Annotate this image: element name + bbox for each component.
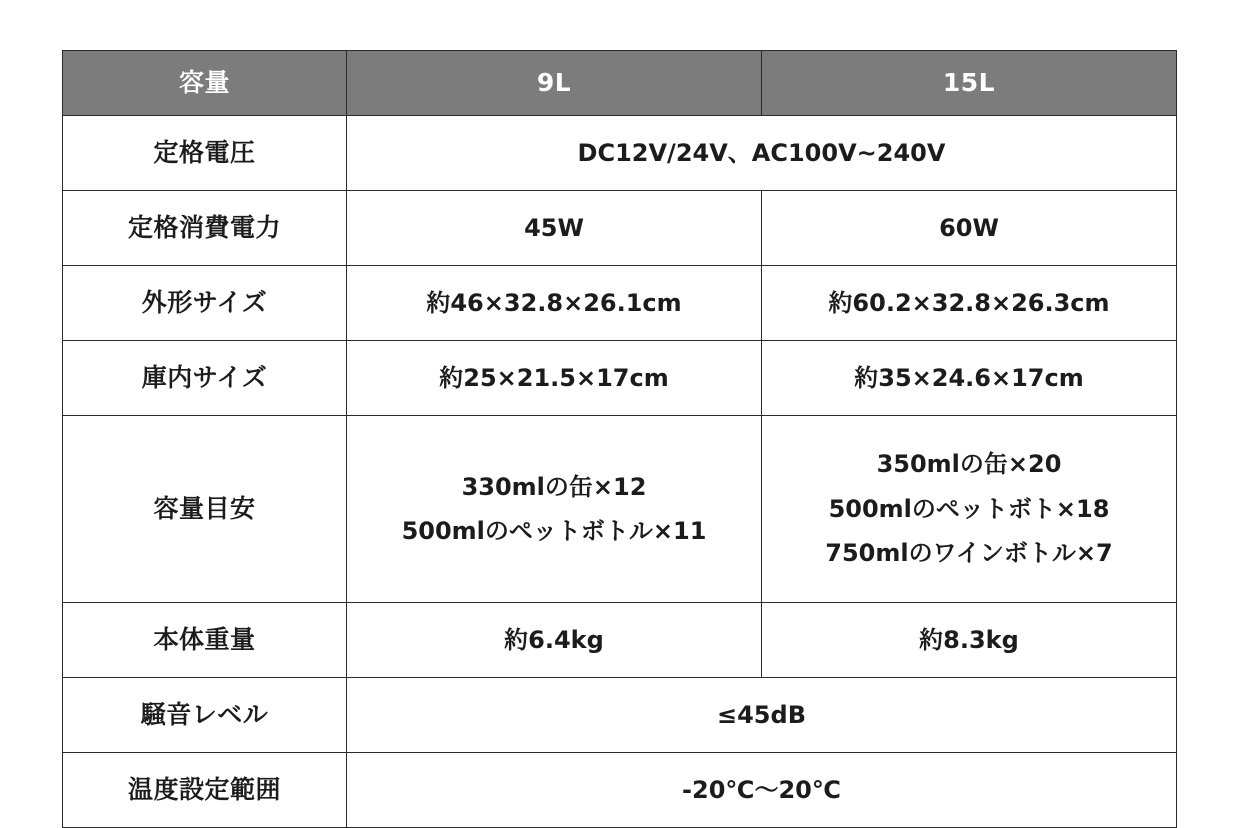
row-value-noise-level: ≤45dB bbox=[347, 678, 1177, 753]
row-label-inner-size: 庫内サイズ bbox=[63, 341, 347, 416]
row-label-outer-size: 外形サイズ bbox=[63, 266, 347, 341]
table-row bbox=[63, 116, 1177, 191]
table-row bbox=[63, 341, 1177, 416]
table-header-row bbox=[63, 51, 1177, 116]
table-header bbox=[63, 51, 1177, 116]
row-value-capacity-guide-9l bbox=[347, 416, 762, 603]
table-row bbox=[63, 416, 1177, 603]
row-value-rated-voltage: DC12V/24V、AC100V~240V bbox=[347, 116, 1177, 191]
table-row bbox=[63, 266, 1177, 341]
row-label-weight: 本体重量 bbox=[63, 603, 347, 678]
row-value-weight-9l: 約6.4kg bbox=[347, 603, 762, 678]
row-label-capacity-guide: 容量目安 bbox=[63, 416, 347, 603]
specifications-table bbox=[62, 50, 1177, 828]
row-value-outer-size-9l: 約46×32.8×26.1cm bbox=[347, 266, 762, 341]
row-label-temperature-range: 温度設定範囲 bbox=[63, 753, 347, 828]
capacity-guide-9l-line-1: 330mlの缶×12 bbox=[461, 472, 647, 501]
table-row bbox=[63, 753, 1177, 828]
row-label-rated-voltage: 定格電圧 bbox=[63, 116, 347, 191]
capacity-guide-9l-line-2: 500mlのペットボトル×11 bbox=[401, 517, 707, 545]
column-header-9l: 9L bbox=[347, 51, 762, 116]
table-row bbox=[63, 603, 1177, 678]
capacity-guide-15l-line-1: 350mlの缶×20 bbox=[876, 450, 1062, 479]
capacity-guide-15l-line-2: 500mlのペットボト×18 bbox=[828, 494, 1110, 523]
row-value-temperature-range: -20℃〜20℃ bbox=[347, 753, 1177, 828]
table-body bbox=[63, 116, 1177, 828]
row-value-rated-power-9l: 45W bbox=[347, 191, 762, 266]
row-label-rated-power: 定格消費電力 bbox=[63, 191, 347, 266]
row-value-rated-power-15l: 60W bbox=[762, 191, 1177, 266]
capacity-guide-15l-line-3: 750mlのワインボトル×7 bbox=[825, 539, 1113, 568]
column-header-capacity: 容量 bbox=[63, 51, 347, 116]
row-value-outer-size-15l: 約60.2×32.8×26.3cm bbox=[762, 266, 1177, 341]
table-row bbox=[63, 191, 1177, 266]
column-header-15l: 15L bbox=[762, 51, 1177, 116]
spec-table-container bbox=[62, 50, 1176, 828]
row-value-inner-size-15l: 約35×24.6×17cm bbox=[762, 341, 1177, 416]
row-value-inner-size-9l: 約25×21.5×17cm bbox=[347, 341, 762, 416]
row-value-capacity-guide-15l bbox=[762, 416, 1177, 603]
table-row bbox=[63, 678, 1177, 753]
row-value-weight-15l: 約8.3kg bbox=[762, 603, 1177, 678]
row-label-noise-level: 騒音レベル bbox=[63, 678, 347, 753]
